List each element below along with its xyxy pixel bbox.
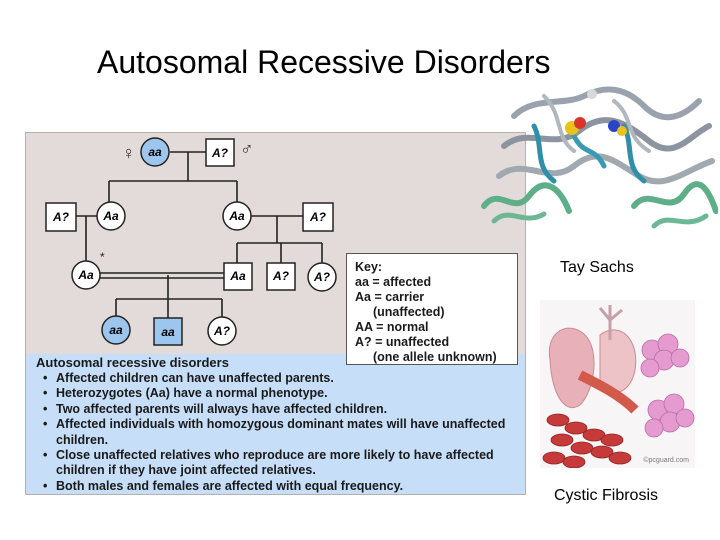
cystic-fibrosis-caption: Cystic Fibrosis [554, 487, 659, 504]
tay-sachs-caption: Tay Sachs [560, 259, 634, 276]
node-label: A? [273, 269, 289, 283]
node-label: Aa [229, 209, 245, 223]
node-label: Aa [103, 209, 119, 223]
list-item: • Two affected parents will always have affected children. [40, 402, 520, 417]
slide-title: Autosomal Recessive Disorders [97, 44, 551, 80]
node-label: A? [214, 324, 230, 338]
cystic-fibrosis-image [540, 300, 695, 468]
image-watermark: ©pcguard.com [643, 457, 689, 464]
node-label: A? [310, 210, 326, 224]
node-label: A? [314, 270, 330, 284]
male-symbol-icon: ♂ [240, 139, 254, 159]
key-line: (unaffected) [373, 305, 445, 319]
consanguinity-mark: * [100, 250, 105, 264]
list-item: • Both males and females are affected with equal frequency. [40, 479, 520, 494]
node-label: Aa [78, 268, 94, 282]
node-label: A? [212, 146, 228, 160]
list-item: • Heterozygotes (Aa) have a normal phenotype. [40, 386, 520, 401]
key-line: A? = unaffected [355, 335, 450, 349]
key-line: (one allele unknown) [373, 350, 497, 364]
node-label: A? [53, 210, 69, 224]
node-label: Aa [230, 269, 246, 283]
key-line: AA = normal [355, 320, 429, 334]
notes-list [40, 371, 520, 494]
node-label: aa [109, 323, 123, 337]
pedigree-figure [25, 132, 526, 495]
female-symbol-icon: ♀ [122, 143, 136, 163]
key-line: Aa = carrier [355, 290, 425, 304]
node-label: aa [148, 145, 162, 159]
list-item: • Close unaffected relatives who reproduce are more likely to have affected children if they have joint affected relatives. [40, 448, 520, 479]
key-heading: Key: [355, 260, 383, 274]
lung-illustration [540, 300, 695, 468]
pedigree-key [346, 253, 518, 365]
tay-sachs-protein-image [474, 76, 718, 244]
node-label: aa [161, 325, 175, 339]
key-line: aa = affected [355, 275, 432, 289]
notes-heading: Autosomal recessive disorders [36, 355, 229, 370]
list-item: • Affected children can have unaffected parents. [40, 371, 520, 386]
list-item: • Affected individuals with homozygous dominant mates will have unaffected children. [40, 417, 520, 448]
